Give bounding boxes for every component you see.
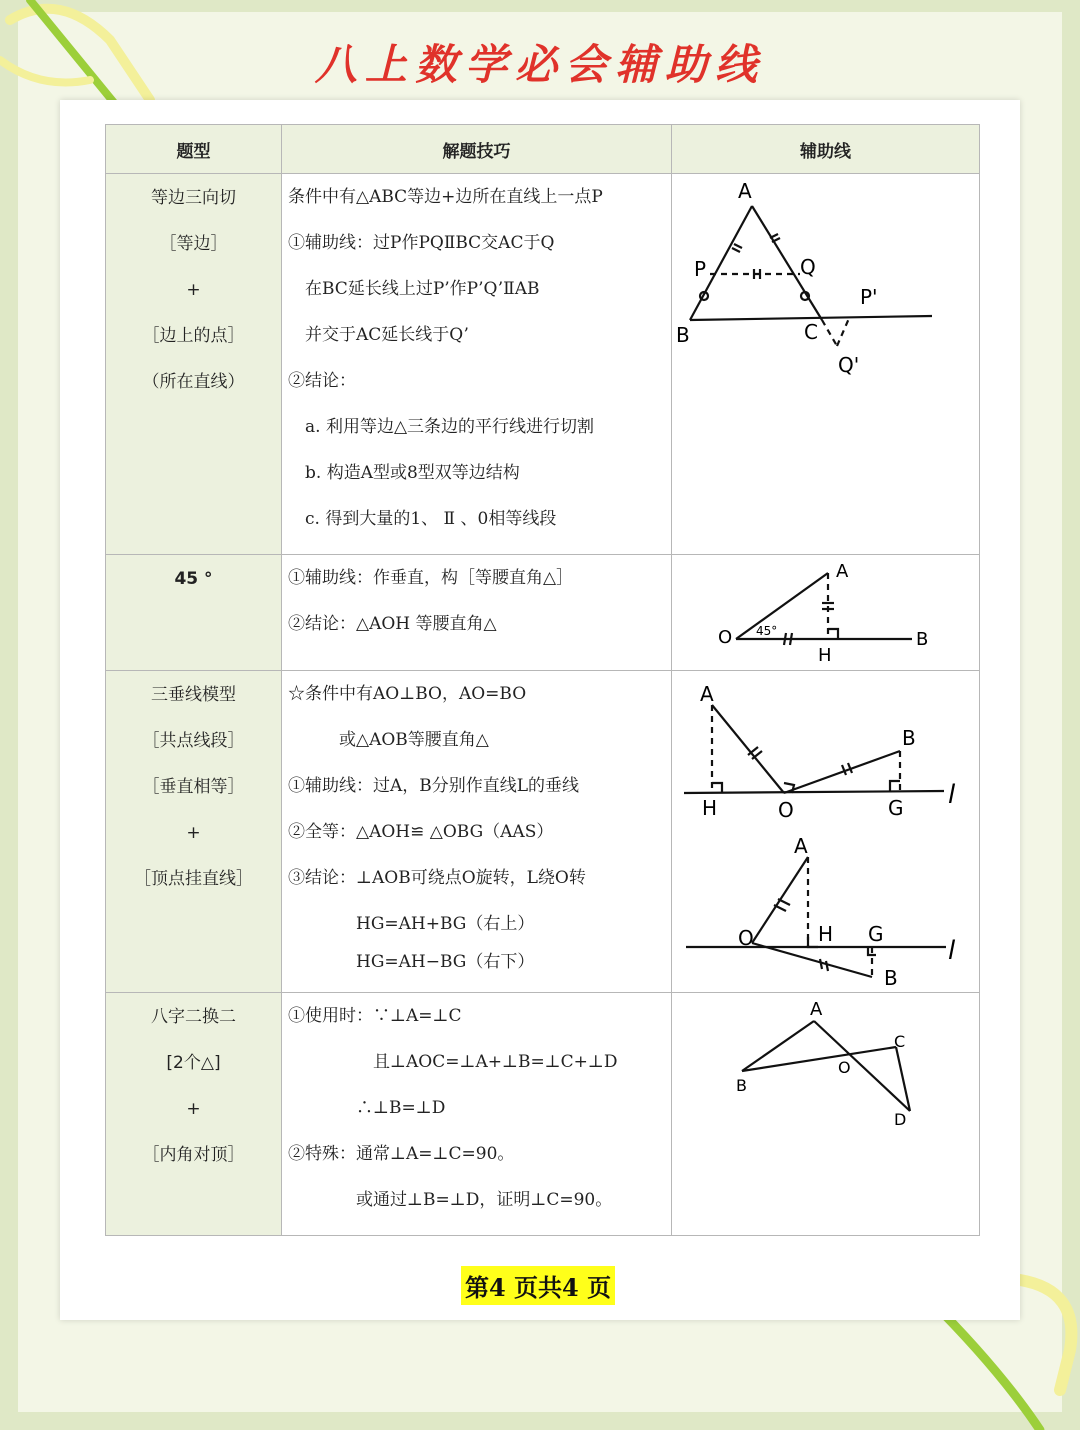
type-line: ［等边］ — [159, 234, 228, 254]
figure-label-C: C — [804, 320, 818, 344]
figure-label-B: B — [736, 1076, 747, 1095]
technique-line: ②结论： — [288, 371, 356, 391]
figure-label-l: l — [948, 936, 956, 966]
technique-line: c. 得到大量的1、 Ⅱ 、0相等线段 — [288, 509, 557, 529]
figure-label-B: B — [916, 629, 929, 650]
figure-label-H: H — [818, 645, 832, 666]
figure-label-Q2: Q' — [838, 353, 860, 377]
figure-cell — [672, 174, 980, 555]
type-line: （所在直线） — [142, 372, 245, 392]
page-number: 第4 页共4 页 — [461, 1266, 615, 1305]
figure-label-H: H — [702, 796, 718, 820]
header-type: 题型 — [106, 125, 282, 174]
technique-cell — [282, 993, 672, 1236]
technique-line: ②特殊：通常⊥A=⊥C=90。 — [288, 1144, 515, 1164]
figure-label-O: O — [838, 1058, 851, 1077]
technique-cell — [282, 671, 672, 993]
figure-label-O: O — [738, 926, 754, 950]
figure-label-A: A — [810, 999, 823, 1020]
technique-line: ☆条件中有AO⊥BO，AO=BO — [288, 684, 527, 704]
type-line: 45 ° — [174, 569, 213, 589]
three-perpendicular-figure — [672, 671, 978, 993]
table-header-row — [106, 125, 980, 174]
technique-line: ②全等：△AOH≌ △OBG（AAS） — [288, 822, 554, 842]
type-line: ［边上的点］ — [142, 326, 245, 346]
type-line: 三垂线模型 — [151, 685, 236, 705]
technique-line: ②结论：△AOH 等腰直角△ — [288, 614, 497, 634]
header-technique: 解题技巧 — [282, 125, 672, 174]
technique-line: ①辅助线：过A，B分别作直线L的垂线 — [288, 776, 580, 796]
figure-label-l: l — [948, 780, 956, 810]
type-cell — [106, 174, 282, 555]
figure-label-C: C — [894, 1032, 906, 1051]
type-cell — [106, 555, 282, 671]
type-line: ［顶点挂直线］ — [134, 869, 253, 889]
figure-label-A: A — [794, 834, 808, 858]
technique-line: HG=AH−BG（右下） — [288, 952, 535, 972]
technique-line: ③结论：⊥AOB可绕点O旋转，L绕O转 — [288, 868, 586, 888]
figure-label-A: A — [700, 682, 714, 706]
type-line: [2个△] — [166, 1053, 221, 1073]
type-line: ［垂直相等］ — [142, 777, 245, 797]
type-line: + — [186, 280, 201, 300]
figure-label-P2: P' — [860, 285, 878, 309]
type-line: + — [186, 823, 201, 843]
header-aux-line: 辅助线 — [672, 125, 980, 174]
type-line: 等边三向切 — [151, 188, 236, 208]
figure-label-D: D — [894, 1110, 907, 1129]
equilateral-triangle-figure — [672, 174, 978, 542]
type-line: ［共点线段］ — [142, 731, 245, 751]
figure-angle-label: 45° — [756, 624, 778, 638]
figure-cell — [672, 671, 980, 993]
table-row — [106, 555, 980, 671]
table-row — [106, 174, 980, 555]
technique-line: ①辅助线：作垂直，构［等腰直角△］ — [288, 568, 574, 588]
figure-cell — [672, 555, 980, 671]
type-cell — [106, 993, 282, 1236]
type-line: + — [186, 1099, 201, 1119]
technique-line: 在BC延长线上过P’作P’Q’ⅡAB — [288, 279, 540, 299]
technique-line: b. 构造A型或8型双等边结构 — [288, 463, 520, 483]
figure-label-P: P — [694, 257, 707, 281]
type-cell — [106, 671, 282, 993]
figure-label-B: B — [902, 726, 916, 750]
figure-label-B: B — [676, 323, 690, 347]
figure-cell — [672, 993, 980, 1236]
technique-line: ①使用时：∵⊥A=⊥C — [288, 1006, 462, 1026]
figure-label-B: B — [884, 966, 898, 990]
figure-label-Q: Q — [800, 255, 816, 279]
technique-line: ∴⊥B=⊥D — [288, 1098, 446, 1118]
table-row — [106, 671, 980, 993]
type-line: ［内角对顶］ — [142, 1145, 245, 1165]
technique-cell — [282, 174, 672, 555]
technique-line: 或通过⊥B=⊥D，证明⊥C=90。 — [288, 1190, 613, 1210]
technique-table — [105, 124, 980, 1236]
figure-label-O: O — [718, 627, 733, 648]
type-line: 八字二换二 — [151, 1007, 236, 1027]
technique-cell — [282, 555, 672, 671]
technique-line: 并交于AC延长线于Q’ — [288, 325, 469, 345]
table-row — [106, 993, 980, 1236]
figure-label-A: A — [836, 561, 849, 582]
figure-label-G: G — [868, 922, 884, 946]
technique-line: a. 利用等边△三条边的平行线进行切割 — [288, 417, 595, 437]
figure-label-G: G — [888, 796, 904, 820]
technique-line: ①辅助线：过P作PQⅡBC交AC于Q — [288, 233, 555, 253]
technique-line: 或△AOB等腰直角△ — [288, 730, 489, 750]
technique-line: HG=AH+BG（右上） — [288, 914, 535, 934]
technique-line: 条件中有△ABC等边+边所在直线上一点P — [288, 187, 603, 207]
page-title: 八上数学必会辅助线 — [314, 40, 765, 89]
figure-label-O: O — [778, 798, 794, 822]
right-isoceles-figure — [672, 555, 978, 671]
technique-line: 且⊥AOC=⊥A+⊥B=⊥C+⊥D — [288, 1052, 618, 1072]
figure-label-A: A — [738, 179, 752, 203]
figure-eight-figure — [672, 993, 978, 1221]
figure-label-H: H — [818, 922, 834, 946]
